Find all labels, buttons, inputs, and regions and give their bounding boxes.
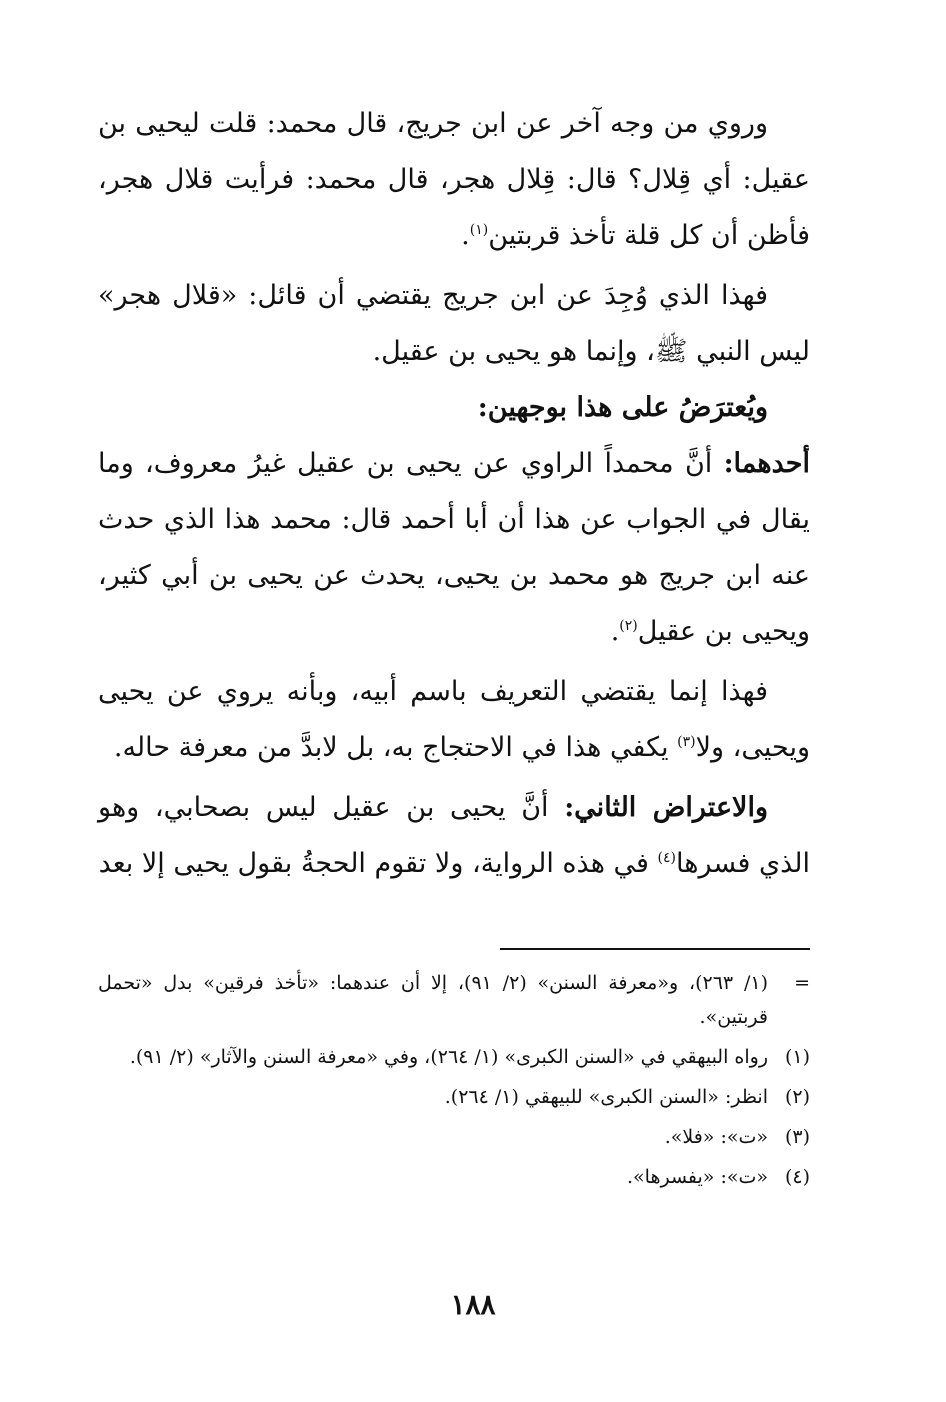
footnote-text: «ت»: «يفسرها». bbox=[626, 1166, 768, 1188]
footnote-ref-4: (٤) bbox=[657, 850, 677, 866]
main-text bbox=[98, 96, 810, 892]
paragraph-1-text: وروي من وجه آخر عن ابن جريج، قال محمد: قلت ليحيى بن عقيل: أي قِلال؟ قال: قِلال هجر، قال محمد: فرأيت قلال هجر، فأظن أن كل قلة تأخذ قربتين bbox=[98, 108, 810, 251]
footnote-text: «ت»: «فلا». bbox=[664, 1126, 768, 1148]
paragraph-4 bbox=[98, 664, 810, 776]
footnotes bbox=[98, 966, 810, 1200]
footnote-3 bbox=[98, 1120, 810, 1154]
paragraph-4-text-b: يكفي هذا في الاحتجاج به، بل لابدَّ من معرفة حاله. bbox=[113, 732, 678, 763]
paragraph-3 bbox=[98, 436, 810, 660]
footnote-2 bbox=[98, 1080, 810, 1114]
footnote-marker: (٤) bbox=[784, 1166, 810, 1188]
footnote-4 bbox=[98, 1160, 810, 1194]
footnote-text: (١/ ٢٦٣)، و«معرفة السنن» (٢/ ٩١)، إلا أن عندهما: «تأخذ فرقين» بدل «تحمل قربتين». bbox=[98, 972, 768, 1028]
paragraph-3-text: أنَّ محمداً الراوي عن يحيى بن عقيل غيرُ معروف، وما يقال في الجواب عن هذا أن أبا أحمد قال: محمد هذا الذي حدث عنه ابن جريج هو محمد بن يحيى، يحدث عن يحيى بن أبي كثير، ويحيى بن عقيل bbox=[98, 448, 810, 647]
footnote-ref-1: (١) bbox=[469, 222, 489, 238]
paragraph-5-lead: والاعتراض الثاني: bbox=[564, 792, 768, 823]
footnote-ref-2: (٢) bbox=[619, 618, 638, 634]
footnote-text: انظر: «السنن الكبرى» للبيهقي (١/ ٢٦٤). bbox=[444, 1086, 768, 1108]
footnote-separator bbox=[500, 948, 810, 950]
footnote-marker: (٢) bbox=[784, 1086, 810, 1108]
footnote-text: رواه البيهقي في «السنن الكبرى» (١/ ٢٦٤)، وفي «معرفة السنن والآثار» (٢/ ٩١). bbox=[129, 1046, 768, 1068]
footnote-1 bbox=[98, 1040, 810, 1074]
paragraph-5-text-b: في هذه الرواية، ولا تقوم الحجةُ بقول يحيى إلا بعد bbox=[98, 848, 658, 879]
footnote-marker: (١) bbox=[784, 1046, 810, 1068]
paragraph-5-text-a: أنَّ يحيى بن عقيل ليس بصحابي، وهو الذي فسرها bbox=[98, 792, 810, 879]
paragraph-1 bbox=[98, 96, 810, 264]
paragraph-3-lead: أحدهما: bbox=[723, 448, 810, 479]
paragraph-4-text-a: فهذا إنما يقتضي التعريف باسم أبيه، وبأنه يروي عن يحيى ويحيى، ولا bbox=[98, 676, 810, 763]
paragraph-5 bbox=[98, 780, 810, 892]
footnote-continuation bbox=[98, 966, 810, 1034]
paragraph-3-end: . bbox=[610, 616, 620, 647]
footnote-marker: = bbox=[794, 972, 810, 994]
page-number: ١٨٨ bbox=[450, 1288, 496, 1321]
section-heading: ويُعترَضُ على هذا بوجهين: bbox=[477, 392, 768, 423]
paragraph-2: فهذا الذي وُجِدَ عن ابن جريج يقتضي أن قائل: «قلال هجر» ليس النبي ﷺ، وإنما هو يحيى بن عقيل. bbox=[98, 280, 810, 367]
footnote-ref-3: (٣) bbox=[677, 734, 696, 750]
paragraph-1-end: . bbox=[461, 220, 470, 251]
footnote-marker: (٣) bbox=[784, 1126, 810, 1148]
